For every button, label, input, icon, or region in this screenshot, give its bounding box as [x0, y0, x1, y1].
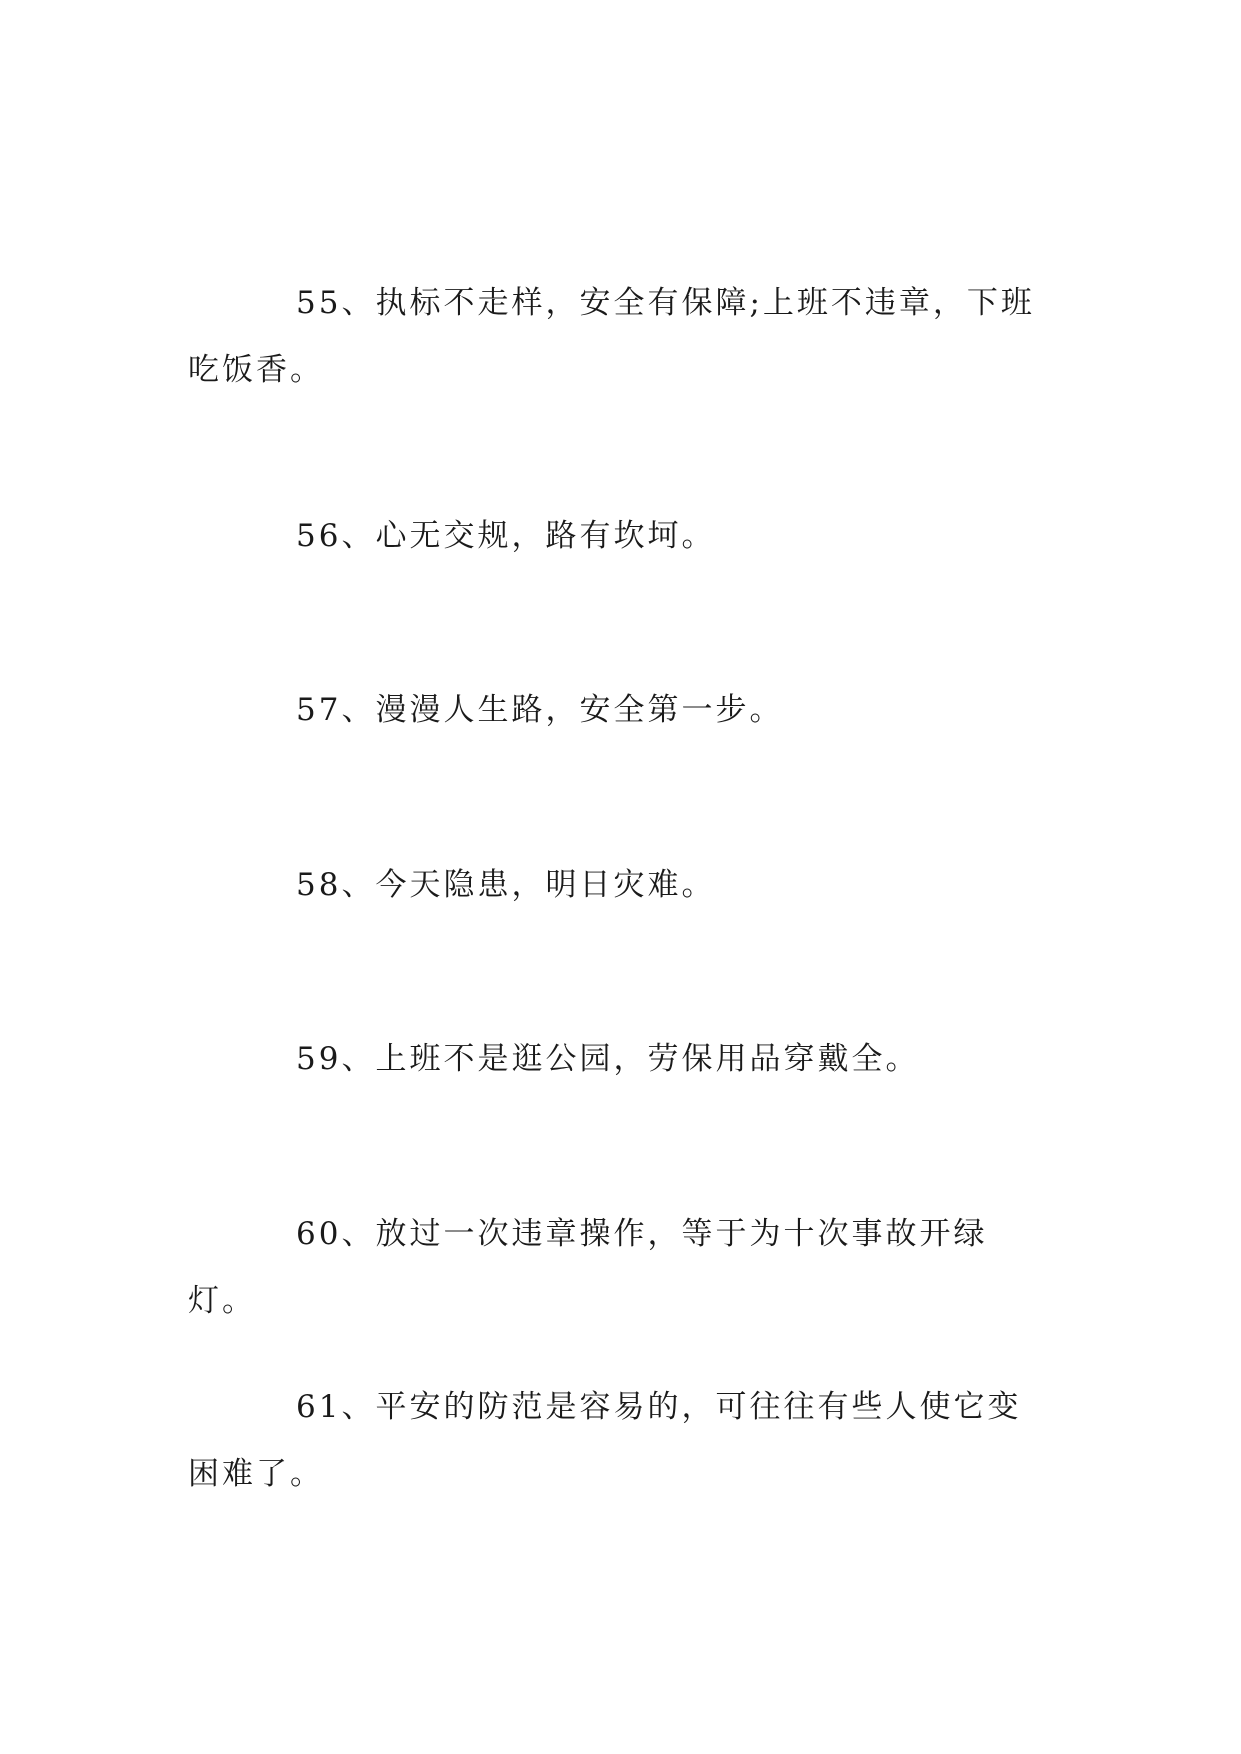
slogan-58: 58、今天隐患，明日灾难。 [296, 867, 716, 903]
slogan-60: 60、放过一次违章操作，等于为十次事故开绿灯。 [188, 1216, 988, 1319]
slogan-57: 57、漫漫人生路，安全第一步。 [296, 692, 784, 728]
slogan-61: 61、平安的防范是容易的，可往往有些人使它变困难了。 [188, 1389, 1022, 1492]
slogan-59: 59、上班不是逛公园，劳保用品穿戴全。 [296, 1041, 920, 1077]
slogan-56: 56、心无交规，路有坎坷。 [296, 518, 716, 554]
slogan-55: 55、执标不走样，安全有保障;上班不违章，下班吃饭香。 [188, 285, 1035, 388]
